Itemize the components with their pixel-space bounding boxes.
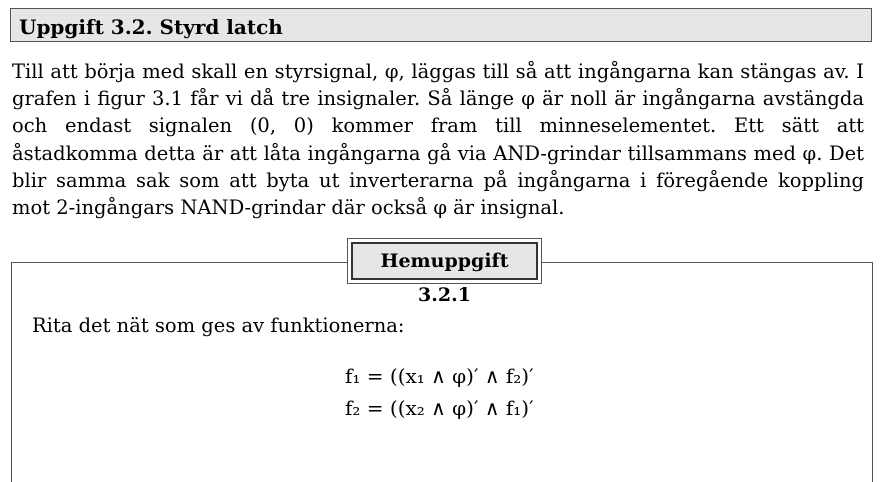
equation-f2: f₂ = ((x₂ ∧ φ)′ ∧ f₁)′ [345,396,534,420]
section-title: Uppgift 3.2. Styrd latch [19,15,283,39]
section-header [10,8,872,42]
homework-title: Hemuppgift 3.2.1 [351,242,538,280]
homework-intro: Rita det nät som ges av funktionerna: [32,314,405,337]
body-paragraph: Till att börja med skall en styrsignal, φ, läggas till så att ingångarna kan stängas av. I grafen i figur 3.1 får vi då tre insignaler. Så länge φ är noll är ingångarna avstängda och endast signalen (0, 0) kommer fram till minneselementet. Ett sätt att åstadkomma detta är att låta ingångarna gå via AND-grindar tillsammans med φ. Det blir samma sak som att byta ut inverterarna på ingångarna i föregående koppling mot 2-ingångars NAND-grindar där också φ är insignal. [12,60,864,220]
equation-f1: f₁ = ((x₁ ∧ φ)′ ∧ f₂)′ [345,364,534,388]
